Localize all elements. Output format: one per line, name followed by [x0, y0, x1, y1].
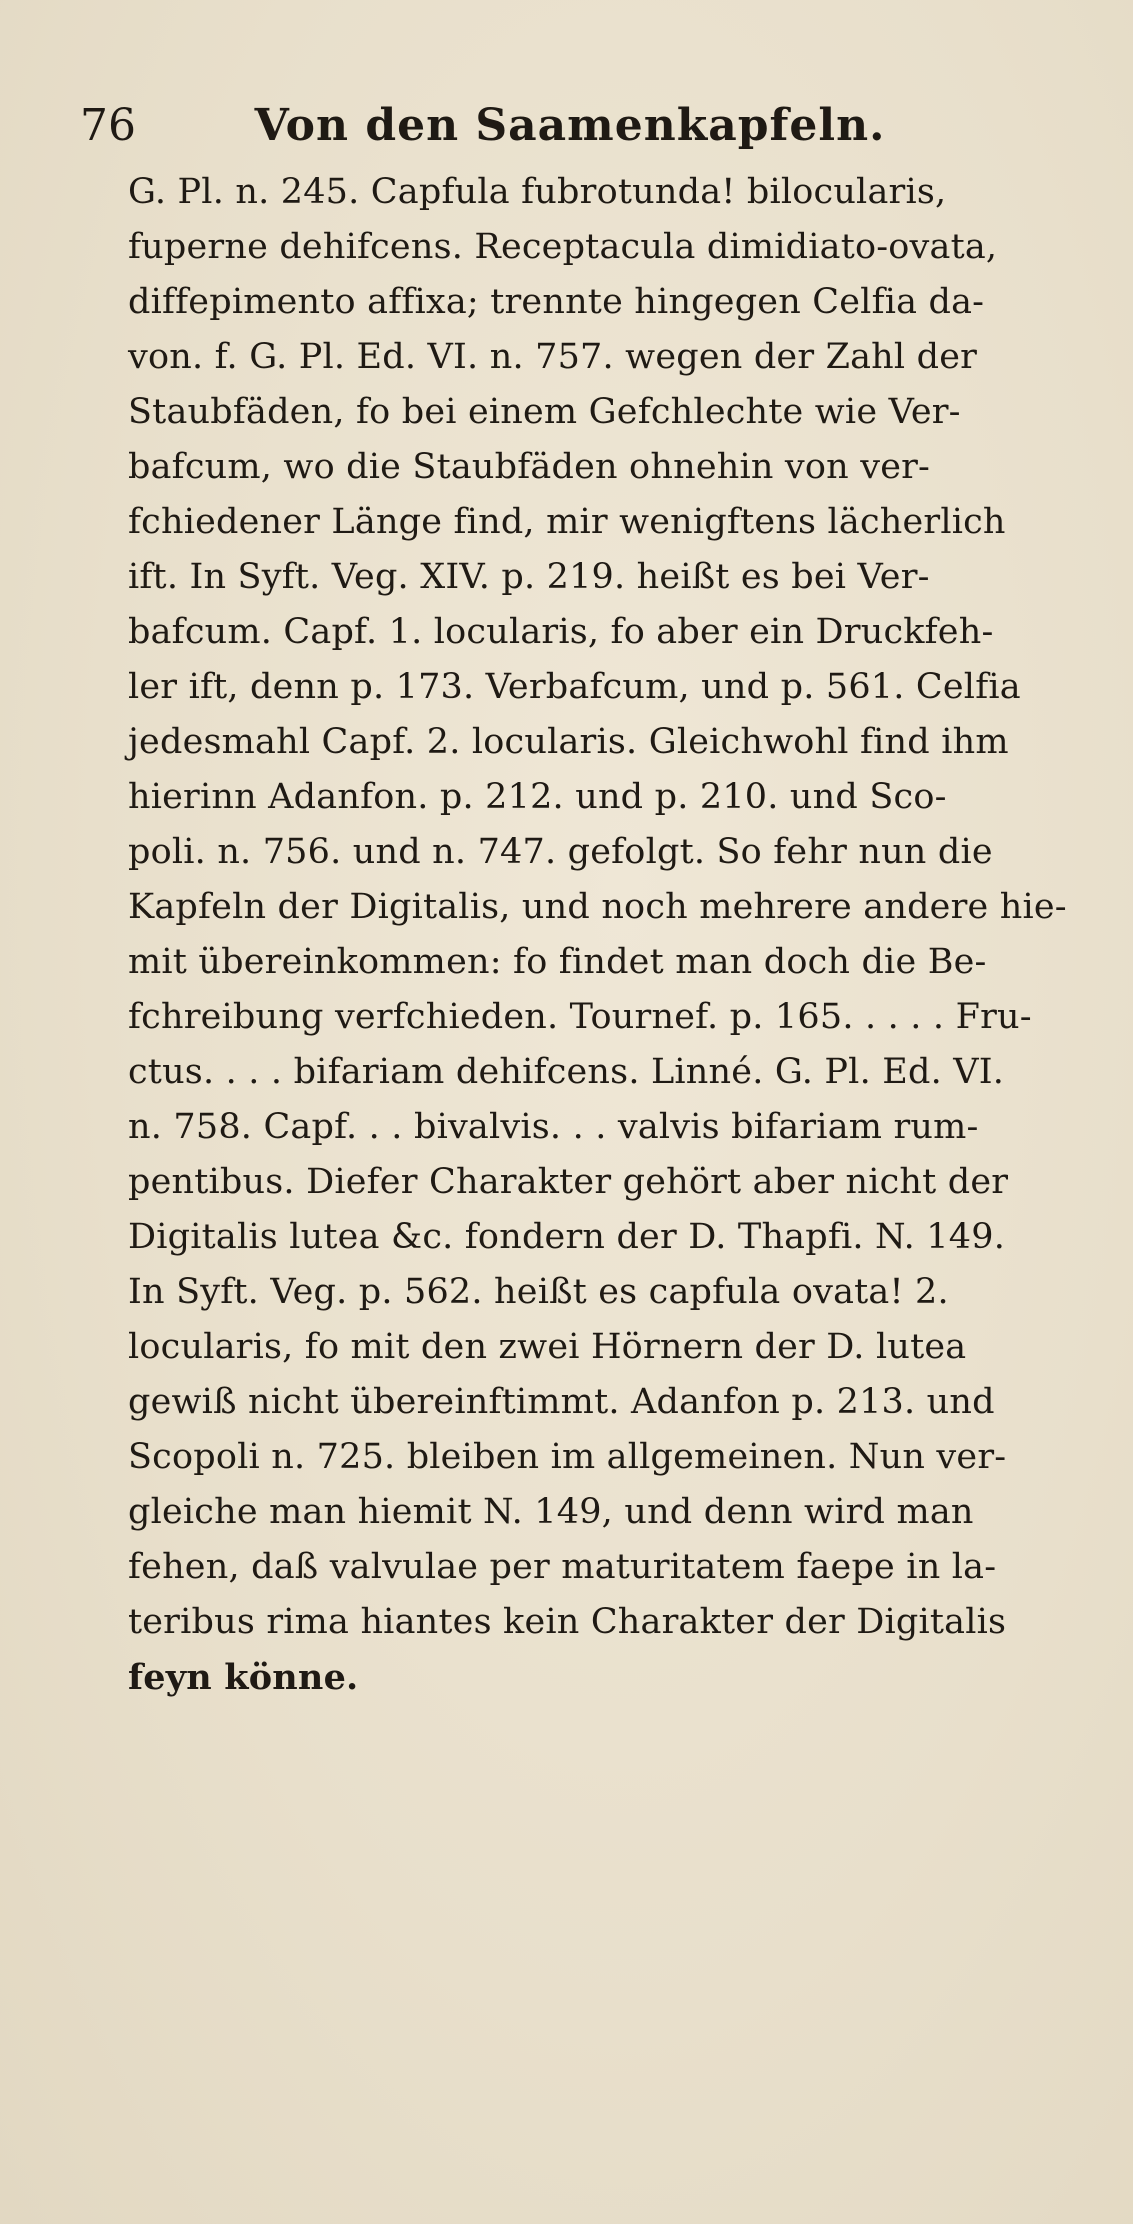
text-line: Kapfeln der Digitalis, und noch mehrere andere hie- — [128, 887, 1067, 927]
page-number: 76 — [80, 100, 136, 151]
text-line: jedesmahl Capf. 2. locularis. Gleichwohl find ihm — [128, 722, 1009, 762]
text-line: ctus. . . . bifariam dehifcens. Linné. G. Pl. Ed. VI. — [128, 1052, 1005, 1092]
text-line: Scopoli n. 725. bleiben im allgemeinen. Nun ver- — [128, 1437, 1007, 1477]
text-line: ler ift, denn p. 173. Verbafcum, und p. 561. Celfia — [128, 667, 1021, 707]
text-line: bafcum. Capf. 1. locularis, fo aber ein Druckfeh- — [128, 612, 994, 652]
text-line: n. 758. Capf. . . bivalvis. . . valvis bifariam rum- — [128, 1107, 979, 1147]
text-line: In Syft. Veg. p. 562. heißt es capfula ovata! 2. — [128, 1272, 949, 1312]
text-line: gewiß nicht übereinftimmt. Adanfon p. 213. und — [128, 1382, 995, 1422]
text-line: ift. In Syft. Veg. XIV. p. 219. heißt es bei Ver- — [128, 557, 930, 597]
text-line: bafcum, wo die Staubfäden ohnehin von ver- — [128, 447, 931, 487]
page-header — [80, 100, 1060, 160]
body-text — [128, 165, 1073, 1705]
text-line: feyn könne. — [128, 1657, 359, 1698]
text-line: mit übereinkommen: fo findet man doch die Be- — [128, 942, 987, 982]
running-title: Von den Saamenkapfeln. — [254, 100, 886, 151]
text-line: locularis, fo mit den zwei Hörnern der D. lutea — [128, 1327, 967, 1367]
text-line: Digitalis lutea &c. fondern der D. Thapfi. N. 149. — [128, 1217, 1006, 1257]
text-line: Staubfäden, fo bei einem Gefchlechte wie Ver- — [128, 392, 961, 432]
text-line: teribus rima hiantes kein Charakter der Digitalis — [128, 1602, 1007, 1642]
text-line: gleiche man hiemit N. 149, und denn wird man — [128, 1492, 974, 1532]
text-line: pentibus. Diefer Charakter gehört aber nicht der — [128, 1162, 1009, 1202]
text-line: fehen, daß valvulae per maturitatem faepe in la- — [128, 1547, 997, 1587]
text-line: hierinn Adanfon. p. 212. und p. 210. und Sco- — [128, 777, 947, 817]
text-line: fuperne dehifcens. Receptacula dimidiato-ovata, — [128, 227, 998, 267]
text-line: diffepimento affixa; trennte hingegen Celfia da- — [128, 282, 985, 322]
text-line: fchreibung verfchieden. Tournef. p. 165. . . . . Fru- — [128, 997, 1032, 1037]
text-line: fchiedener Länge find, mir wenigftens lächerlich — [128, 502, 1006, 542]
text-line: G. Pl. n. 245. Capfula fubrotunda! bilocularis, — [128, 172, 947, 212]
text-line: poli. n. 756. und n. 747. gefolgt. So fehr nun die — [128, 832, 993, 872]
text-line: von. f. G. Pl. Ed. VI. n. 757. wegen der Zahl der — [128, 337, 978, 377]
